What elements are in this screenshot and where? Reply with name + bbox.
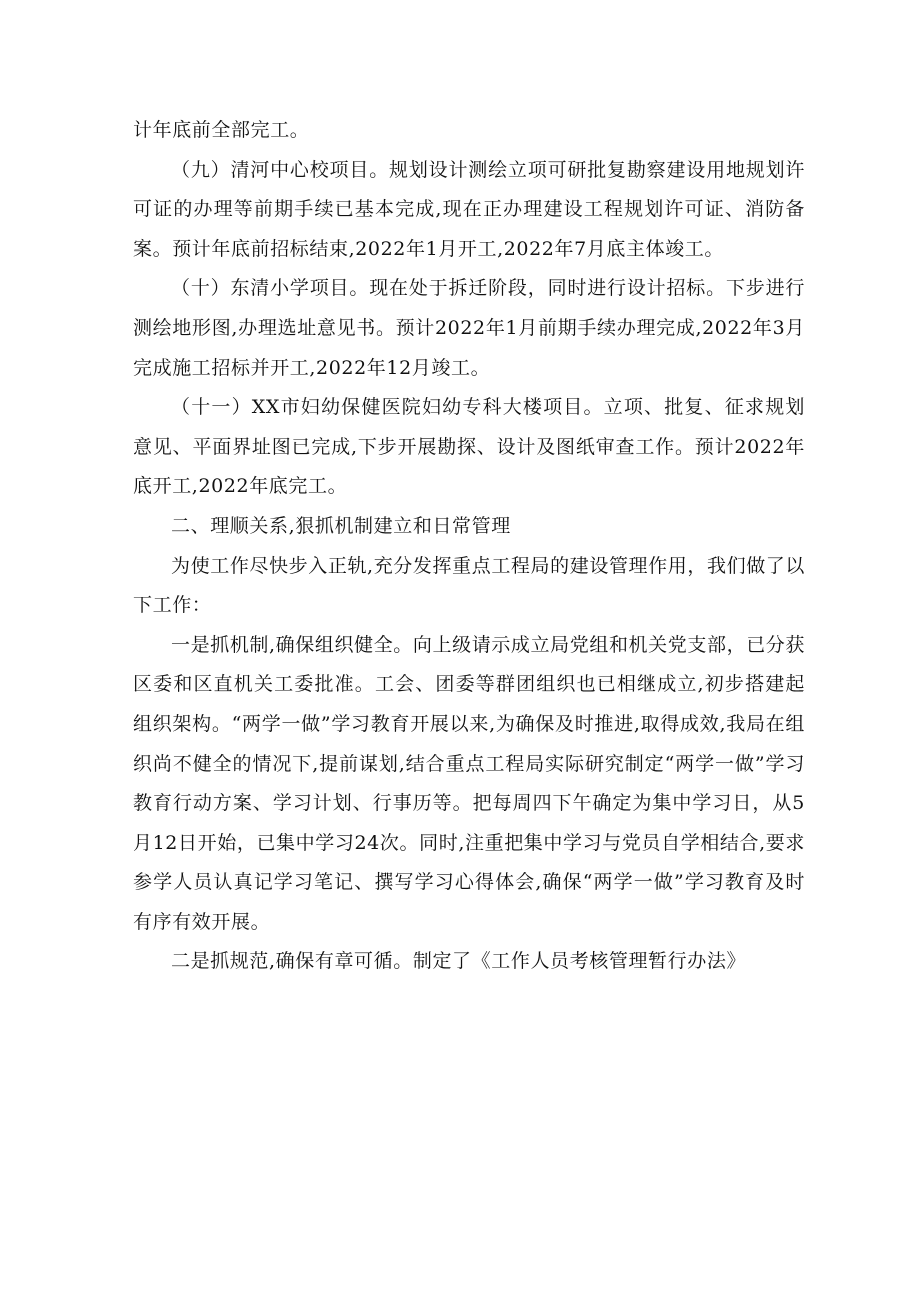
paragraph-continuation: 计年底前全部完工。 (133, 119, 310, 141)
paragraph-mechanism: 一是抓机制,确保组织健全。向上级请示成立局党组和机关党支部，已分获区委和区直机关工委批准。工会、团委等群团组织也已相继成立,初步搭建起组织架构。“两学一做”学习教育开展以来,为确保及时推进,取得成效,我局在组织尚不健全的情况下,提前谋划,结合重点工程局实际研究制定“两学一做”学习教育行动方案、学习计划、行事历等。把每周四下午确定为集中学习日，从5月12日开始，已集中学习24次。同时,注重把集中学习与党员自学相结合,要求参学人员认真记学习笔记、撰写学习心得体会,确保“两学一做”学习教育及时有序有效开展。 (133, 633, 805, 933)
paragraph-intro: 为使工作尽快步入正轨,充分发挥重点工程局的建设管理作用，我们做了以下工作： (133, 554, 805, 617)
paragraph-standards: 二是抓规范,确保有章可循。制定了《工作人员考核管理暂行办法》 (171, 950, 747, 973)
paragraph-item-11-maternal-hospital: （十一）XX市妇幼保健医院妇幼专科大楼项目。立项、批复、征求规划意见、平面界址图已完成,下步开展勘探、设计及图纸审查工作。预计2022年底开工,2022年底完工。 (133, 396, 805, 498)
paragraph-item-10-dongqing-school: （十）东清小学项目。现在处于拆迁阶段，同时进行设计招标。下步进行测绘地形图,办理选址意见书。预计2022年1月前期手续办理完成,2022年3月完成施工招标并开工,2022年12月竣工。 (133, 277, 805, 379)
paragraph-item-9-qinghe-school: （九）清河中心校项目。规划设计测绘立项可研批复勘察建设用地规划许可证的办理等前期手续已基本完成,现在正办理建设工程规划许可证、消防备案。预计年底前招标结束,2022年1月开工,2022年7月底主体竣工。 (133, 158, 805, 260)
document-body (133, 111, 805, 982)
section-heading-2: 二、理顺关系,狠抓机制建立和日常管理 (171, 514, 511, 537)
